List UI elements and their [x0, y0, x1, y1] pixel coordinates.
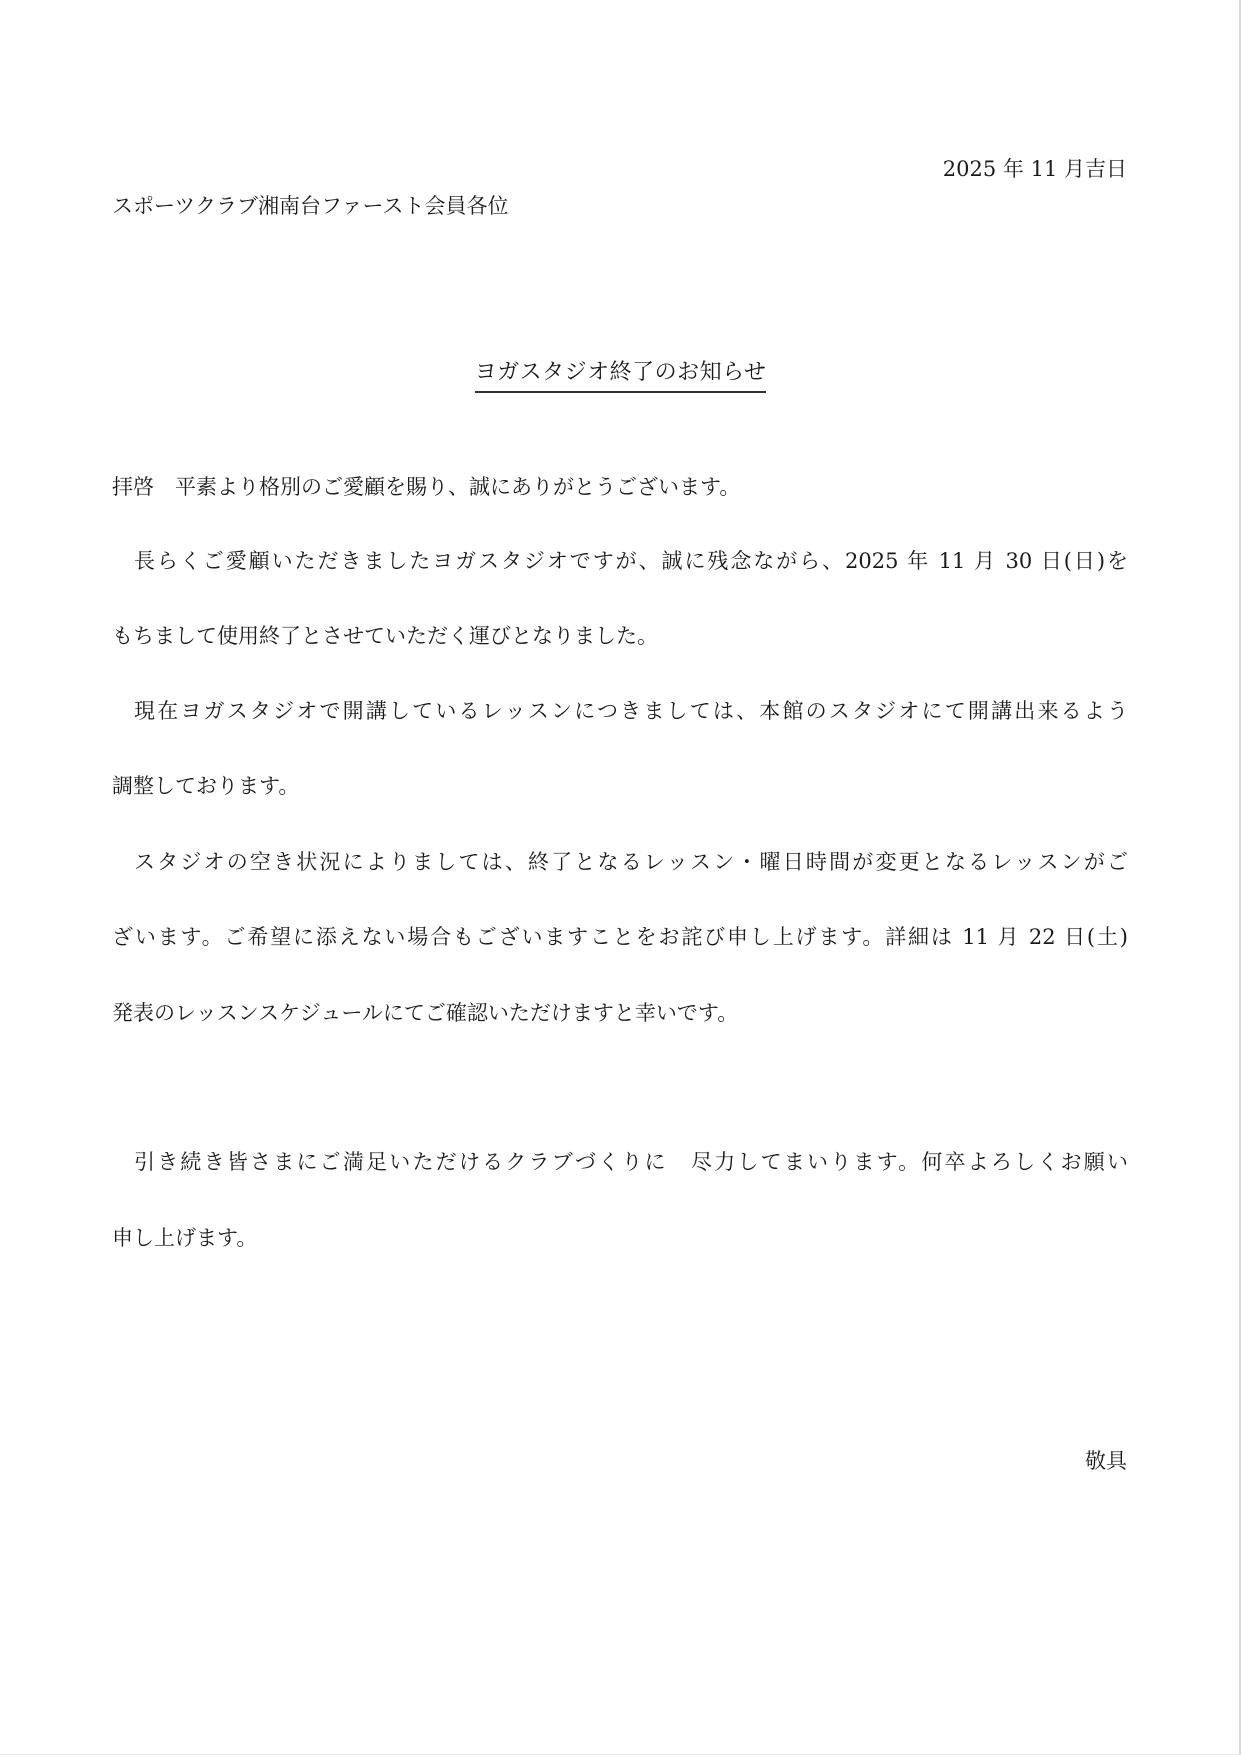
paragraph-1-line-1: 長らくご愛顧いただきましたヨガスタジオですが、誠に残念ながら、2025 年 11 月 30 日(日)を — [134, 549, 1128, 573]
paragraph-2-line-1: 現在ヨガスタジオで開講しているレッスンにつきましては、本館のスタジオにて開講出来るよう — [134, 699, 1128, 723]
title-container — [0, 359, 1241, 393]
paragraph-3-line-2: ざいます。ご希望に添えない場合もございますことをお詫び申し上げます。詳細は 11 月 22 日(土) — [112, 925, 1128, 949]
paragraph-1-line-2: もちまして使用終了とさせていただく運びとなりました。 — [112, 624, 658, 648]
paragraph-4-line-2: 申し上げます。 — [112, 1226, 258, 1250]
issue-date: 2025 年 11 月吉日 — [942, 157, 1127, 181]
paragraph-3-line-1: スタジオの空き状況によりましては、終了となるレッスン・曜日時間が変更となるレッスンがご — [134, 850, 1128, 874]
closing-remark: 敬具 — [1085, 1449, 1127, 1473]
addressee: スポーツクラブ湘南台ファースト会員各位 — [112, 194, 509, 218]
document-title: ヨガスタジオ終了のお知らせ — [475, 359, 767, 393]
paragraph-2-line-2: 調整しております。 — [112, 774, 300, 798]
paragraph-4-line-1: 引き続き皆さまにご満足いただけるクラブづくりに 尽力してまいります。何卒よろしくお願い — [134, 1150, 1128, 1174]
greeting-line: 拝啓 平素より格別のご愛顧を賜り、誠にありがとうございます。 — [112, 475, 741, 499]
paragraph-3-line-3: 発表のレッスンスケジュールにてご確認いただけますと幸いです。 — [112, 1001, 739, 1025]
